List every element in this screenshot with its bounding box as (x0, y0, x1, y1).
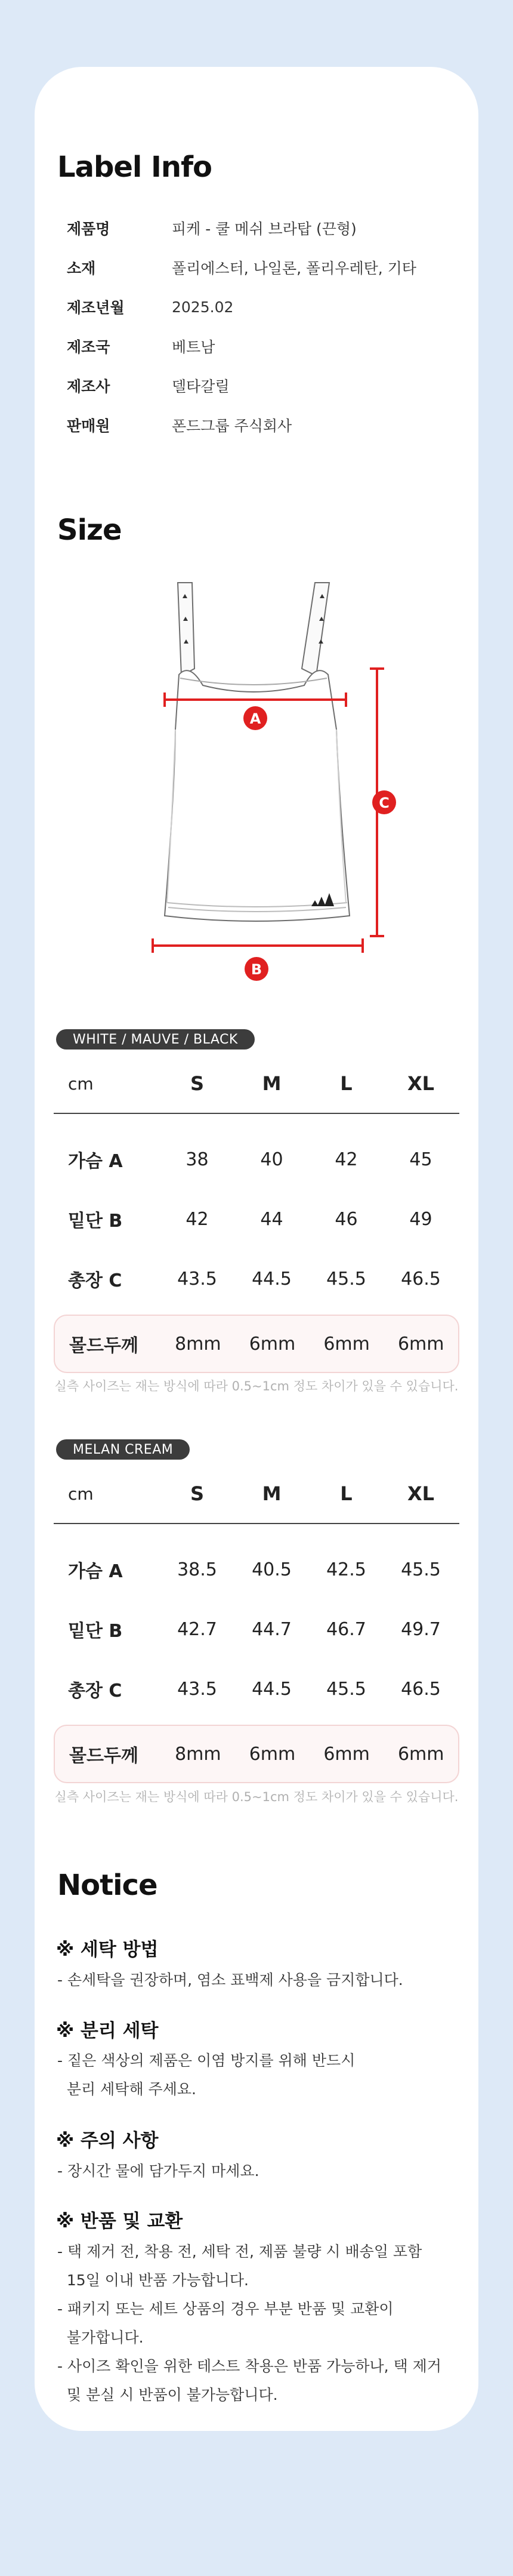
row-label: 밑단 B (68, 1621, 123, 1642)
label-info-title: Label Info (57, 150, 212, 184)
cell-value: 44.7 (252, 1618, 292, 1640)
cell-value: 42 (186, 1208, 209, 1230)
header-size: XL (407, 1482, 435, 1505)
cell-value: 44.5 (252, 1678, 292, 1700)
cell-value: 6mm (249, 1743, 296, 1765)
notice-heading-returns: ※ 반품 및 교환 (56, 2211, 183, 2232)
header-size: L (340, 1072, 353, 1095)
cell-value: 43.5 (177, 1268, 217, 1289)
info-value: 베트남 (172, 338, 215, 356)
info-key: 소재 (67, 260, 96, 277)
info-value: 폰드그룹 주식회사 (172, 417, 292, 435)
table-header-row (54, 1063, 459, 1104)
header-divider (54, 1523, 459, 1524)
cell-value: 45.5 (326, 1678, 366, 1700)
size-title: Size (57, 513, 122, 547)
info-row-country (67, 334, 215, 358)
cell-value: 40 (260, 1149, 283, 1170)
color-variant-pill: WHITE / MAUVE / BLACK (56, 1029, 255, 1050)
table-row (54, 1261, 459, 1297)
notice-title: Notice (57, 1869, 157, 1902)
table-row (54, 1671, 459, 1707)
cell-value: 44.5 (252, 1268, 292, 1289)
cell-value: 40.5 (252, 1559, 292, 1580)
mold-thickness-row (54, 1315, 459, 1373)
bra-top-outline-image (165, 583, 350, 921)
row-label: 가슴 A (68, 1561, 123, 1582)
info-value: 피케 - 쿨 메쉬 브라탑 (끈형) (172, 220, 357, 238)
cell-value: 38 (186, 1149, 209, 1170)
table-row (54, 1552, 459, 1587)
cell-value: 6mm (397, 1333, 444, 1355)
cell-value: 6mm (249, 1333, 296, 1355)
info-key: 제조국 (67, 338, 110, 356)
cell-value: 46 (335, 1208, 358, 1230)
info-key: 제조년월 (67, 299, 125, 316)
measure-a-label: A (249, 710, 261, 727)
header-size: L (340, 1482, 353, 1505)
cell-value: 42.5 (326, 1559, 366, 1580)
header-size: S (190, 1482, 205, 1505)
row-label: 몰드두께 (69, 1335, 138, 1356)
cell-value: 49 (409, 1208, 432, 1230)
cell-value: 42 (335, 1149, 358, 1170)
info-value: 델타갈릴 (172, 378, 230, 395)
bra-top-size-diagram (137, 573, 400, 991)
table-header-row (54, 1473, 459, 1515)
cell-value: 49.7 (401, 1618, 441, 1640)
cell-value: 6mm (397, 1743, 444, 1765)
header-size: M (262, 1072, 282, 1095)
info-row-manufacture-date (67, 295, 233, 319)
measure-c-label: C (379, 795, 390, 811)
notice-heading-separate-wash: ※ 분리 세탁 (56, 2020, 159, 2042)
cell-value: 8mm (175, 1743, 221, 1765)
strap-logo-marks (183, 594, 325, 644)
cell-value: 43.5 (177, 1678, 217, 1700)
header-size: S (190, 1072, 205, 1095)
header-unit: cm (68, 1073, 94, 1094)
measure-c-length (370, 669, 396, 936)
measurement-note: 실측 사이즈는 재는 방식에 따라 0.5~1cm 정도 차이가 있을 수 있습니다. (54, 1790, 459, 1804)
info-row-product-name (67, 216, 357, 240)
notice-text-returns: - 택 제거 전, 착용 전, 세탁 전, 제품 불량 시 배송일 포함 15일 이내 반품 가능합니다. - 패키지 또는 세트 상품의 경우 부분 반품 및 교환이 불가합니다. - 사이즈 확인을 위한 테스트 착용은 반품 가능하나, 택 제거 및 분실 시 반품이 불가능합니다. (57, 2243, 441, 2403)
cell-value: 6mm (323, 1333, 370, 1355)
row-label: 몰드두께 (69, 1746, 138, 1766)
header-unit: cm (68, 1484, 94, 1504)
color-variant-pill: MELAN CREAM (56, 1439, 190, 1460)
table-row (54, 1611, 459, 1647)
info-row-material (67, 256, 416, 279)
size-table-white-mauve-black (54, 1063, 459, 1397)
table-row (54, 1141, 459, 1177)
size-table-melan-cream (54, 1473, 459, 1807)
row-label: 총장 C (68, 1270, 122, 1291)
mold-thickness-row (54, 1725, 459, 1783)
notice-text-caution: - 장시간 물에 담가두지 마세요. (57, 2162, 259, 2180)
cell-value: 45 (409, 1149, 432, 1170)
info-value: 2025.02 (172, 298, 234, 316)
info-row-manufacturer (67, 374, 230, 398)
notice-heading-caution: ※ 주의 사항 (56, 2130, 159, 2152)
cell-value: 45.5 (401, 1559, 441, 1580)
info-value: 폴리에스터, 나일론, 폴리우레탄, 기타 (172, 260, 416, 277)
cell-value: 38.5 (177, 1559, 217, 1580)
measure-b-hem (153, 938, 363, 981)
row-label: 가슴 A (68, 1151, 123, 1172)
measurement-note: 실측 사이즈는 재는 방식에 따라 0.5~1cm 정도 차이가 있을 수 있습니다. (54, 1379, 459, 1393)
info-key: 제조사 (67, 378, 110, 395)
row-label: 총장 C (68, 1681, 122, 1701)
notice-text-washing: - 손세탁을 권장하며, 염소 표백제 사용을 금지합니다. (57, 1971, 403, 1989)
info-row-seller (67, 413, 292, 437)
cell-value: 46.5 (401, 1678, 441, 1700)
header-size: XL (407, 1072, 435, 1095)
info-key: 판매원 (67, 417, 110, 435)
info-key: 제품명 (67, 220, 110, 238)
table-row (54, 1201, 459, 1237)
cell-value: 46.5 (401, 1268, 441, 1289)
measure-b-label: B (251, 961, 262, 978)
cell-value: 6mm (323, 1743, 370, 1765)
cell-value: 45.5 (326, 1268, 366, 1289)
cell-value: 8mm (175, 1333, 221, 1355)
header-size: M (262, 1482, 282, 1505)
notice-text-separate-wash: - 짙은 색상의 제품은 이염 방지를 위해 반드시 분리 세탁해 주세요. (57, 2052, 356, 2098)
cell-value: 44 (260, 1208, 283, 1230)
header-divider (54, 1113, 459, 1114)
notice-heading-washing: ※ 세탁 방법 (56, 1939, 159, 1961)
cell-value: 46.7 (326, 1618, 366, 1640)
cell-value: 42.7 (177, 1618, 217, 1640)
row-label: 밑단 B (68, 1211, 123, 1232)
